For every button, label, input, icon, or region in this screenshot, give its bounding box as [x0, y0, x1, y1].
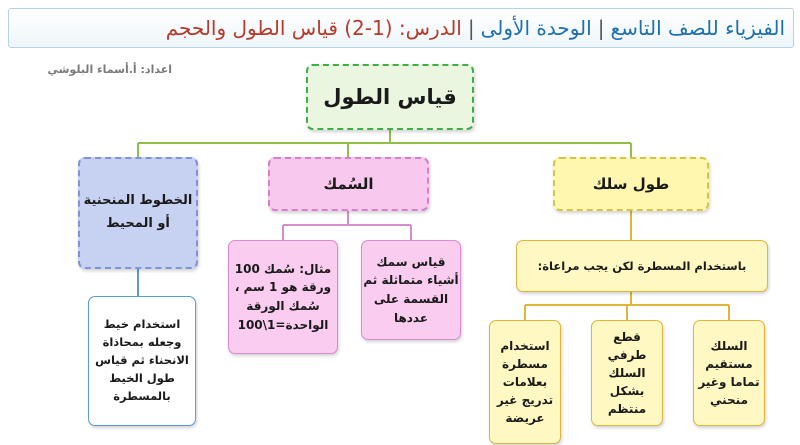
thickness-method-label: قياس سمك أشياء متماثلة ثم القسمة على عددها — [363, 254, 459, 325]
curves-heading-node — [78, 157, 198, 269]
banner-separator-1: | — [597, 16, 605, 40]
wire-conditions-node — [516, 240, 768, 292]
curves-method-node — [88, 296, 196, 426]
thickness-method-node — [361, 240, 461, 340]
root-node — [306, 64, 474, 130]
thickness-example-label: مثال: سُمك 100 ورقة هو 1 سم ، سُمك الورقة الواحدة=1\100 — [234, 261, 332, 332]
author-credit: اعداد: أ.أسماء البلوشي — [47, 63, 172, 76]
thickness-heading-node — [268, 157, 429, 211]
wire-heading-label: طول سلك — [592, 175, 670, 193]
thickness-heading-label: السُمك — [323, 175, 374, 193]
wire-conditions-label: باستخدام المسطرة لكن يجب مراعاة: — [537, 259, 747, 273]
wire-ruler-node — [489, 320, 561, 444]
curves-method-label: استخدام خيط وجعله بمحاذاة الانحناء ثم قياس طول الخيط بالمسطرة — [95, 317, 189, 403]
wire-heading-node — [553, 157, 709, 211]
wire-cut-ends-label: قطع طرفي السلك بشكل منتظم — [607, 330, 647, 416]
root-node-label: قياس الطول — [323, 85, 457, 109]
banner-separator-2: | — [467, 16, 475, 40]
banner-unit: الوحدة الأولى — [480, 16, 592, 40]
banner-lesson: الدرس: (1-2) قياس الطول والحجم — [165, 16, 462, 40]
wire-ruler-label: استخدام مسطرة بعلامات تدريج غير عريضة — [496, 339, 554, 425]
thickness-example-node — [228, 240, 338, 354]
wire-cut-ends-node — [591, 320, 663, 426]
banner-subject: الفيزياء للصف التاسع — [610, 16, 785, 40]
wire-straight-node — [693, 320, 765, 426]
wire-straight-label: السلك مستقيم تماما وغير منحني — [698, 339, 760, 407]
curves-heading-label: الخطوط المنحنية أو المحيط — [83, 193, 193, 231]
